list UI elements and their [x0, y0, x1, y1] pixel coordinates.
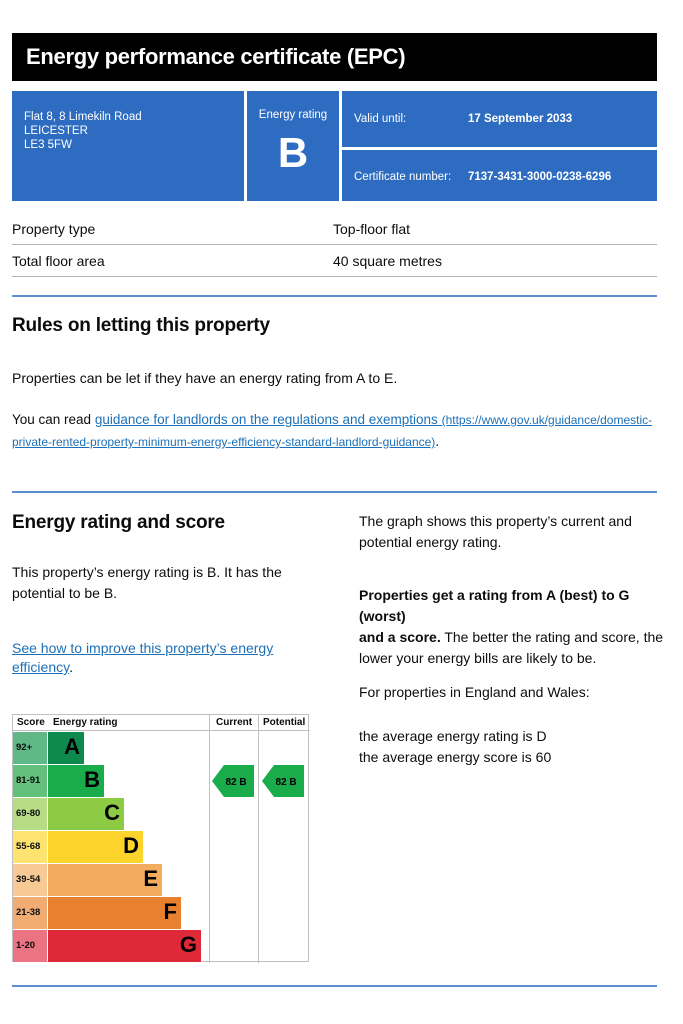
- letting-paragraph: Properties can be let if they have an energy rating from A to E.: [12, 370, 398, 386]
- current-rating-label: 82 B: [225, 777, 247, 788]
- address-line-3: LE3 5FW: [24, 139, 72, 151]
- band-letter: E: [143, 866, 158, 891]
- rating-scale-explanation: Properties get a rating from A (best) to G (worst) and a score. The better the rating and score, the lower your energy bills are likely to be.: [359, 587, 664, 666]
- floor-area-row: [12, 245, 657, 277]
- score-heading: Energy rating and score: [12, 512, 225, 533]
- chart-column-divider: [258, 715, 259, 963]
- energy-rating-chart: [12, 714, 309, 962]
- energy-rating-label: Energy rating: [258, 109, 328, 121]
- letting-heading: Rules on letting this property: [12, 315, 270, 336]
- band-bar-b: [48, 765, 104, 797]
- improve-efficiency-paragraph: See how to improve this property’s energy efficiency.: [12, 640, 274, 675]
- band-bar-e: [48, 864, 162, 896]
- chart-header-row: [13, 715, 310, 731]
- address-line-2: LEICESTER: [24, 125, 88, 137]
- band-bar-d: [48, 831, 143, 863]
- band-score-label: 55-68: [13, 831, 47, 863]
- chart-header-energy-rating: Energy rating: [53, 717, 118, 728]
- page-title-bar: [12, 33, 657, 81]
- letting-guidance-paragraph: [12, 409, 657, 453]
- certificate-number-box: [342, 150, 657, 201]
- potential-rating-arrow: [262, 765, 304, 797]
- address-box: [12, 91, 244, 201]
- band-letter: G: [179, 932, 197, 957]
- band-letter: F: [163, 899, 177, 924]
- rating-bands: [13, 732, 209, 962]
- improve-efficiency-link[interactable]: See how to improve this property’s energy efficiency: [12, 640, 274, 675]
- guidance-prefix: You can read: [12, 412, 95, 427]
- band-bar-g: [48, 930, 201, 962]
- section-divider: [12, 985, 657, 987]
- property-type-row: [12, 213, 657, 245]
- property-type-label: Property type: [12, 221, 96, 237]
- band-letter: C: [104, 800, 120, 825]
- guidance-suffix: .: [435, 434, 440, 449]
- band-bar-a: [48, 732, 84, 764]
- potential-arrow-shape: [262, 765, 304, 797]
- score-paragraph: This property’s energy rating is B. It has the potential to be B.: [12, 564, 282, 601]
- band-score-label: 1-20: [13, 930, 47, 962]
- section-divider: [12, 295, 657, 297]
- band-letter: A: [64, 734, 80, 759]
- valid-until-box: [342, 91, 657, 147]
- band-letter: D: [123, 833, 139, 858]
- current-rating-arrow: [212, 765, 254, 797]
- valid-until-value: 17 September 2033: [468, 113, 573, 125]
- chart-header-potential: Potential: [263, 717, 306, 728]
- current-arrow-shape: [212, 765, 254, 797]
- floor-area-label: Total floor area: [12, 253, 105, 269]
- band-score-label: 81-91: [13, 765, 47, 797]
- valid-until-label: Valid until:: [354, 113, 407, 125]
- chart-header-current: Current: [216, 717, 253, 728]
- band-letter: B: [84, 767, 100, 792]
- energy-rating-box: [247, 91, 339, 201]
- graph-explanation: The graph shows this property’s current and potential energy rating.: [359, 513, 632, 550]
- floor-area-value: 40 square metres: [333, 253, 442, 269]
- certificate-number-label: Certificate number:: [354, 171, 452, 183]
- average-rating-info: the average energy rating is D the average energy score is 60: [359, 728, 552, 765]
- band-score-label: 21-38: [13, 897, 47, 929]
- certificate-number-value: 7137-3431-3000-0238-6296: [468, 171, 612, 183]
- band-score-label: 69-80: [13, 798, 47, 830]
- chart-header-score: Score: [17, 717, 45, 728]
- region-note: For properties in England and Wales:: [359, 684, 590, 700]
- guidance-link[interactable]: guidance for landlords on the regulations and exemptions (https://www.gov.uk/guidance/domestic- private-rented-property-minimum-energy-efficiency-standard-landlord-guidance): [12, 412, 653, 449]
- energy-rating-letter: B: [277, 129, 309, 176]
- property-type-value: Top-floor flat: [333, 221, 411, 237]
- band-bar-f: [48, 897, 181, 929]
- section-divider: [12, 491, 657, 493]
- potential-rating-label: 82 B: [275, 777, 297, 788]
- band-bar-c: [48, 798, 124, 830]
- chart-column-divider: [209, 715, 210, 963]
- band-score-label: 92+: [13, 732, 47, 764]
- band-score-label: 39-54: [13, 864, 47, 896]
- page-title: Energy performance certificate (EPC): [26, 44, 406, 69]
- address-line-1: Flat 8, 8 Limekiln Road: [24, 111, 142, 123]
